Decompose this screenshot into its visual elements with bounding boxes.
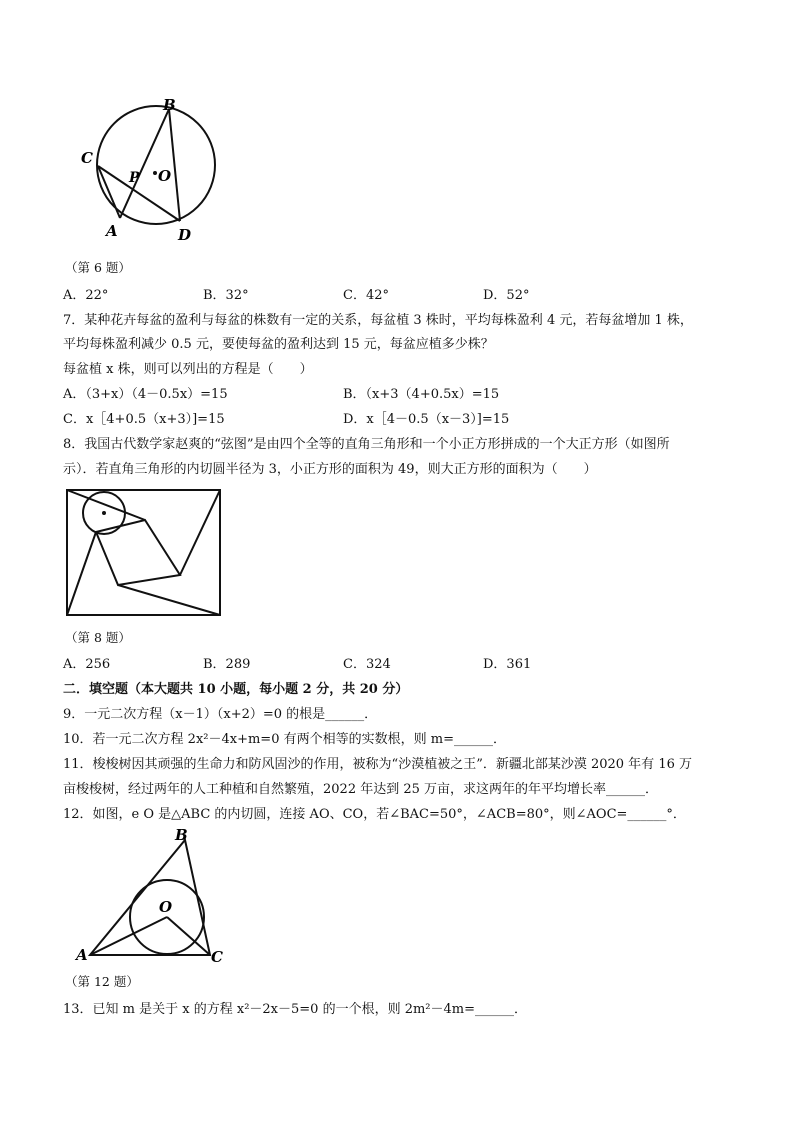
q6-option-c: C．42° [343, 288, 389, 303]
fig12-caption: （第 12 题） [65, 974, 139, 989]
fig6-label-a: A [106, 222, 118, 240]
q13-text: 13．已知 m 是关于 x 的方程 x²－2x－5=0 的一个根，则 2m²－4m=______． [63, 1002, 528, 1017]
fig12-label-b: B [175, 826, 188, 844]
q8-option-a: A．256 [63, 657, 111, 672]
fig8-caption: （第 8 题） [65, 630, 131, 645]
fig6-label-d: D [178, 226, 192, 244]
q10-text: 10．若一元二次方程 2x²－4x+m=0 有两个相等的实数根，则 m=______． [63, 732, 506, 747]
section2-title: 二．填空题（本大题共 10 小题，每小题 2 分，共 20 分） [63, 682, 409, 697]
q8-option-b: B．289 [203, 657, 251, 672]
fig12-triangle [90, 840, 210, 955]
q6-option-b: B．32° [203, 288, 249, 303]
q8-option-d: D．361 [483, 657, 532, 672]
q7-option-a: A．（3+x）（4－0.5x）=15 [63, 387, 228, 402]
fig12-label-a: A [76, 946, 88, 964]
q7-line2: 平均每株盈利减少 0.5 元，要使每盆的盈利达到 15 元，每盆应植多少株？ [63, 337, 494, 352]
q11-line2: 亩梭梭树，经过两年的人工种植和自然繁殖，2022 年达到 25 万亩，求这两年的年平均增长率______． [63, 782, 659, 797]
q6-option-a: A．22° [63, 288, 109, 303]
fig12-segment-ao [90, 917, 167, 955]
q9-text: 9．一元二次方程（x－1）（x+2）=0 的根是______． [63, 707, 378, 722]
fig6-caption: （第 6 题） [65, 260, 131, 275]
q7-line1: 7．某种花卉每盆的盈利与每盆的株数有一定的关系，每盆植 3 株时，平均每株盈利 4 元，若每盆增加 1 株， [63, 313, 693, 328]
q7-option-d: D．x［4－0.5（x－3）]=15 [343, 412, 510, 427]
fig12-label-o: O [159, 898, 173, 916]
q8-line2: 示）．若直角三角形的内切圆半径为 3，小正方形的面积为 49，则大正方形的面积为（ ） [63, 462, 597, 477]
q8-option-c: C．324 [343, 657, 391, 672]
fig6-label-b: B [163, 96, 176, 114]
fig12-label-c: C [211, 948, 223, 966]
q11-line1: 11．梭梭树因其顽强的生命力和防风固沙的作用，被称为“沙漠植被之王”．新疆北部某沙漠 2020 年有 16 万 [63, 757, 692, 772]
q7-line3: 每盆植 x 株，则可以列出的方程是（ ） [63, 362, 313, 377]
q6-option-d: D．52° [483, 288, 530, 303]
fig6-label-o: O [158, 167, 172, 185]
q12-line1: 12．如图，e O 是△ABC 的内切圆，连接 AO、CO，若∠BAC=50°，∠ACB=80°，则∠AOC=______°． [63, 807, 686, 822]
fig6-label-c: C [81, 149, 93, 167]
q7-option-b: B．（x+3（4+0.5x）=15 [343, 387, 500, 402]
fig6-label-p: P [129, 170, 140, 186]
q8-line1: 8．我国古代数学家赵爽的“弦图”是由四个全等的直角三角形和一个小正方形拼成的一个大正方形（如图所 [63, 437, 670, 452]
q7-option-c: C．x［4+0.5（x+3）]=15 [63, 412, 225, 427]
